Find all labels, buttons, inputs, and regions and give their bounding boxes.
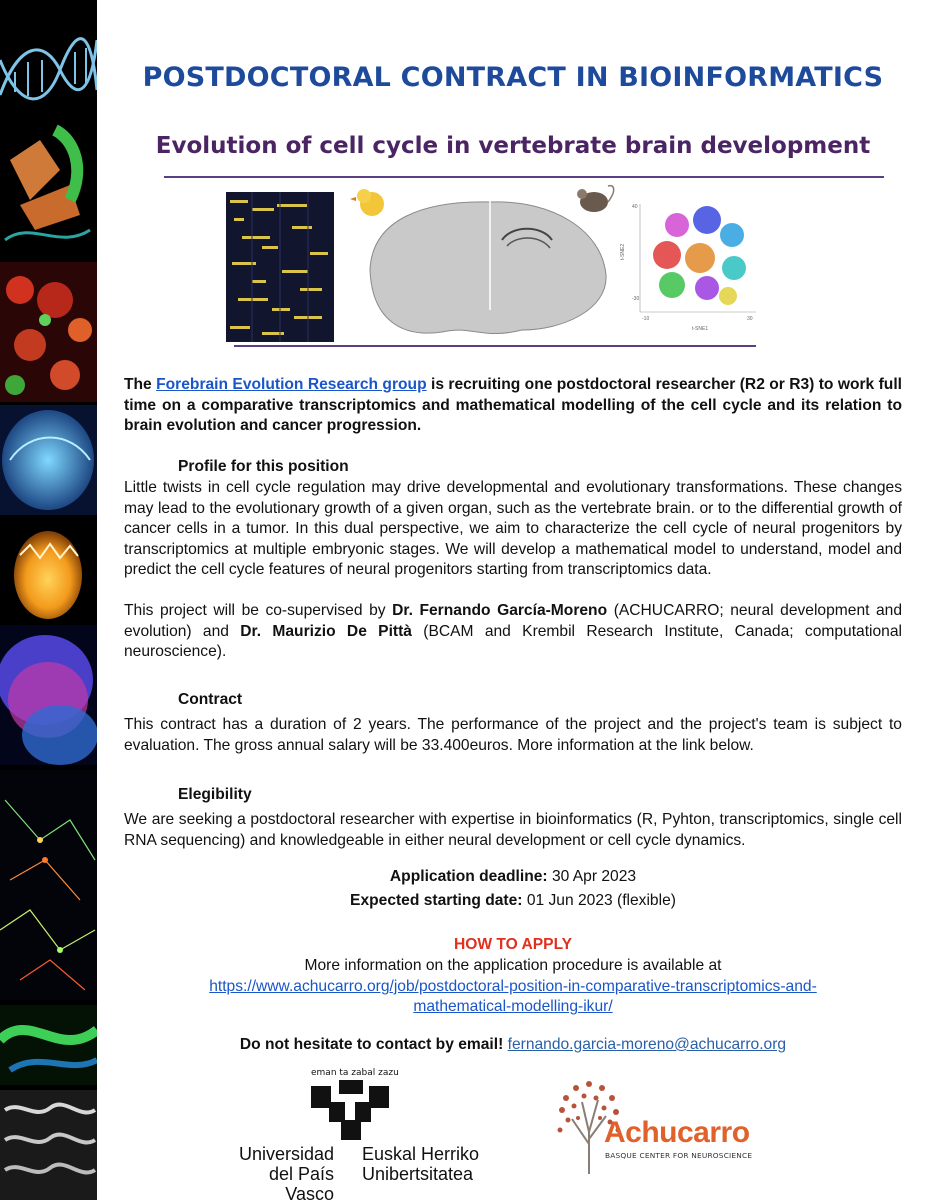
tsne-ytick: -30	[632, 296, 640, 302]
eligibility-paragraph: We are seeking a postdoctoral researcher with expertise in bioinformatics (R, Pyhton, transcriptomics, single cell RNA sequencing) and knowledgeable in either neural development or cell cycle dynamics.	[124, 811, 902, 849]
expression-heatmap	[226, 192, 334, 342]
cerebellum-image	[0, 1090, 97, 1200]
tsne-ytick: 40	[632, 204, 638, 210]
start-date-value: 01 Jun 2023 (flexible)	[526, 892, 676, 909]
application-info: More information on the application procedure is available at	[304, 957, 722, 974]
tsne-xtick: 30	[747, 316, 753, 322]
neurons-image	[0, 770, 97, 1000]
research-figure	[222, 180, 756, 342]
application-url-line2[interactable]: mathematical-modelling-ikur/	[413, 998, 613, 1015]
tissue-green-image	[0, 1005, 97, 1085]
start-date-line	[100, 892, 926, 910]
tsne-plot	[620, 204, 756, 332]
ehu-emblem-icon	[309, 1080, 393, 1142]
mouse-image	[577, 186, 614, 212]
figure-divider	[234, 345, 756, 347]
ehu-name-spanish	[221, 1144, 334, 1204]
tsne-ylabel: t-SNE2	[620, 243, 626, 260]
tsne-xlabel: t-SNE1	[692, 326, 709, 332]
page-title: POSTDOCTORAL CONTRACT IN BIOINFORMATICS	[142, 62, 884, 93]
contact-line	[100, 1036, 926, 1054]
achucarro-name: Achucarro	[604, 1116, 750, 1149]
profile-heading: Profile for this position	[178, 458, 349, 475]
profile-paragraph: Little twists in cell cycle regulation may drive developmental and evolutionary transformations. These changes may lead to the evolutionary growth of a given organ, such as the vertebrate brain. or to the differential growth of cancer cells in a tumor. In this dual perspective, we aim to characterize the cell cycle of neural progenitors by transcriptomics at multiple embryonic stages. We will develop a mathematical model to understand, model and predict the cell cycle features of neural progenitors starting from transcriptomics data.	[124, 479, 902, 578]
tsne-xtick: -10	[642, 316, 650, 322]
how-to-apply-heading: HOW TO APPLY	[453, 936, 573, 953]
cosup-text-c: (BCAM and Krembil Research Institute, Canada; computational neuroscience).	[124, 622, 902, 660]
brain-section-blue-image	[0, 405, 97, 515]
cosup-text-a: This project will be co-supervised by	[124, 602, 386, 619]
cosup-text-b: (ACHUCARRO; neural development and evolution) and	[124, 602, 903, 640]
ehu-name-basque	[362, 1144, 479, 1184]
start-date-label: Expected starting date:	[350, 892, 523, 909]
ehu-es-line1: Universidad	[238, 1144, 334, 1164]
brain-section-purple-image	[0, 625, 97, 765]
page-subtitle: Evolution of cell cycle in vertebrate brain development	[155, 133, 871, 159]
achucarro-tagline: BASQUE CENTER FOR NEUROSCIENCE	[605, 1151, 753, 1160]
supervisor-1: Dr. Fernando García-Moreno	[392, 602, 608, 619]
intro-paragraph	[124, 375, 902, 437]
contract-paragraph: This contract has a duration of 2 years. The performance of the project and the project's team is subject to evaluation. The gross annual salary will be 33.400euros. More information at the link below.	[124, 716, 902, 754]
application-url-line1[interactable]: https://www.achucarro.org/job/postdoctoral-position-in-comparative-transcriptomics-and-	[209, 978, 817, 995]
application-url[interactable]	[100, 977, 926, 1017]
fluorescent-cells-image	[0, 262, 97, 402]
deadline-line	[100, 868, 926, 886]
science-collage	[0, 0, 97, 1200]
ehu-motto: eman ta zabal zazu	[311, 1068, 399, 1078]
figure-graphics	[222, 180, 756, 342]
intro-lead: The	[124, 376, 152, 393]
title-divider	[164, 176, 884, 178]
contract-heading: Contract	[178, 691, 243, 708]
ehu-eu-line2: Unibertsitatea	[362, 1164, 474, 1184]
chick-image	[350, 189, 384, 216]
contact-label: Do not hesitate to contact by email!	[239, 1036, 504, 1053]
egg-image	[0, 520, 97, 620]
science-image-strip	[0, 0, 97, 1200]
research-group-link[interactable]: Forebrain Evolution Research group	[156, 376, 427, 393]
cosupervision-paragraph	[124, 601, 902, 663]
intro-rest: is recruiting one postdoctoral researcher (R2 or R3) to work full time on a comparative transcriptomics and mathematical modelling of the cell cycle and its relation to brain evolution and cancer progression.	[124, 376, 902, 434]
brain-slice-image	[370, 190, 606, 334]
supervisor-2: Dr. Maurizio De Pittà	[240, 622, 412, 640]
deadline-label: Application deadline:	[389, 868, 548, 885]
eligibility-heading: Elegibility	[178, 786, 252, 803]
contact-email-link[interactable]: fernando.garcia-moreno@achucarro.org	[507, 1036, 787, 1053]
ehu-eu-line1: Euskal Herriko	[362, 1144, 480, 1164]
deadline-value: 30 Apr 2023	[551, 868, 637, 885]
ehu-es-line2: del País Vasco	[268, 1164, 334, 1204]
